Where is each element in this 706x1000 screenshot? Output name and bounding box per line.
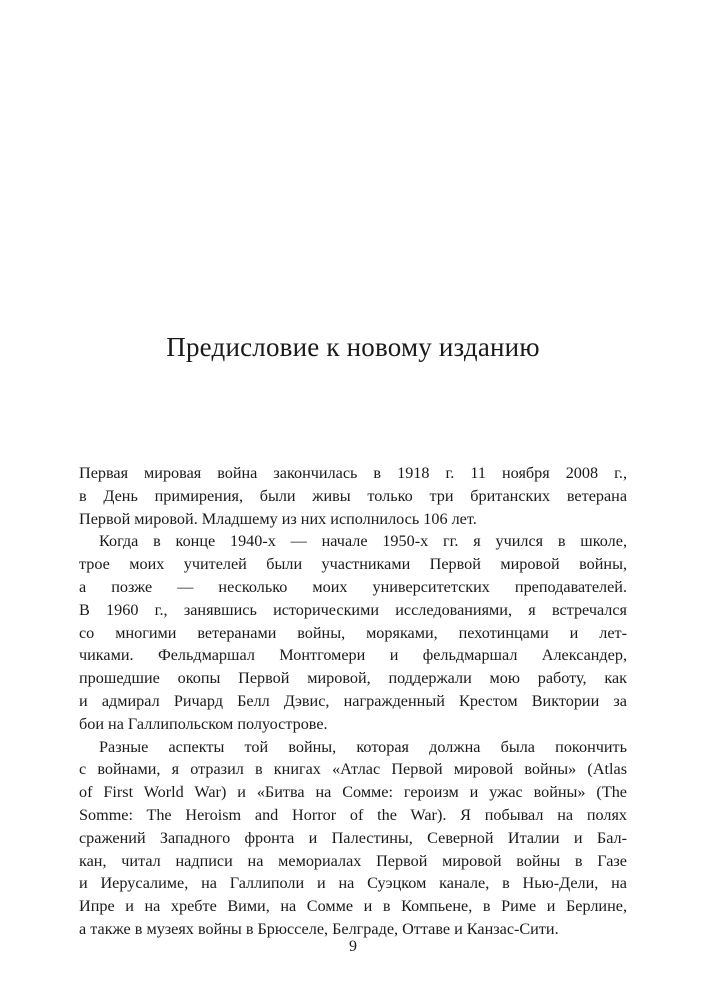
text-line: а также в музеях войны в Брюсселе, Белграде, Оттаве и Канзас-Сити.	[79, 919, 559, 938]
text-line: кан, читал надписи на мемориалах Первой мировой войны в Газе	[79, 851, 627, 870]
text-line: бои на Галлипольском полуострове.	[79, 714, 328, 733]
text-line: и адмирал Ричард Белл Дэвис, награжденный Крестом Виктории за	[79, 691, 627, 710]
body-text	[79, 462, 627, 941]
page-number: 9	[349, 938, 357, 955]
paragraph-3	[79, 736, 627, 941]
text-line: прошедшие окопы Первой мировой, поддержали мою работу, как	[79, 669, 627, 688]
text-line: Первая мировая война закончилась в 1918 г. 11 ноября 2008 г.,	[79, 464, 627, 482]
text-line: сражений Западного фронта и Палестины, Северной Италии и Бал-	[79, 828, 627, 847]
text-line: Первой мировой. Младшему из них исполнилось 106 лет.	[79, 509, 477, 528]
text-line: Когда в конце 1940-х — начале 1950-х гг. я учился в школе,	[99, 532, 627, 551]
text-line: со многими ветеранами войны, моряками, пехотинцами и лет-	[79, 623, 627, 642]
text-line: of First World War) и «Битва на Сомме: героизм и ужас войны» (The	[79, 783, 627, 802]
paragraph-1	[79, 462, 627, 530]
text-line: с войнами, я отразил в книгах «Атлас Первой мировой войны» (Atlas	[79, 760, 627, 779]
text-line: в День примирения, были живы только три британских ветерана	[79, 486, 627, 505]
text-line: Разные аспекты той войны, которая должна была покончить	[99, 737, 627, 756]
paragraph-2	[79, 530, 627, 735]
text-line: В 1960 г., занявшись историческими исследованиями, я встречался	[79, 600, 627, 619]
text-line: Somme: The Heroism and Horror of the War). Я побывал на полях	[79, 805, 627, 824]
chapter-title: Предисловие к новому изданию	[166, 332, 540, 362]
text-line: а позже — несколько моих университетских преподавателей.	[79, 577, 627, 596]
text-line: и Иерусалиме, на Галлиполи и на Суэцком канале, в Нью-Дели, на	[79, 874, 627, 893]
text-line: Ипре и на хребте Вими, на Сомме и в Компьене, в Риме и Берлине,	[79, 897, 627, 916]
text-line: трое моих учителей были участниками Первой мировой войны,	[79, 555, 627, 574]
text-line: чиками. Фельдмаршал Монтгомери и фельдмаршал Александер,	[79, 646, 627, 665]
